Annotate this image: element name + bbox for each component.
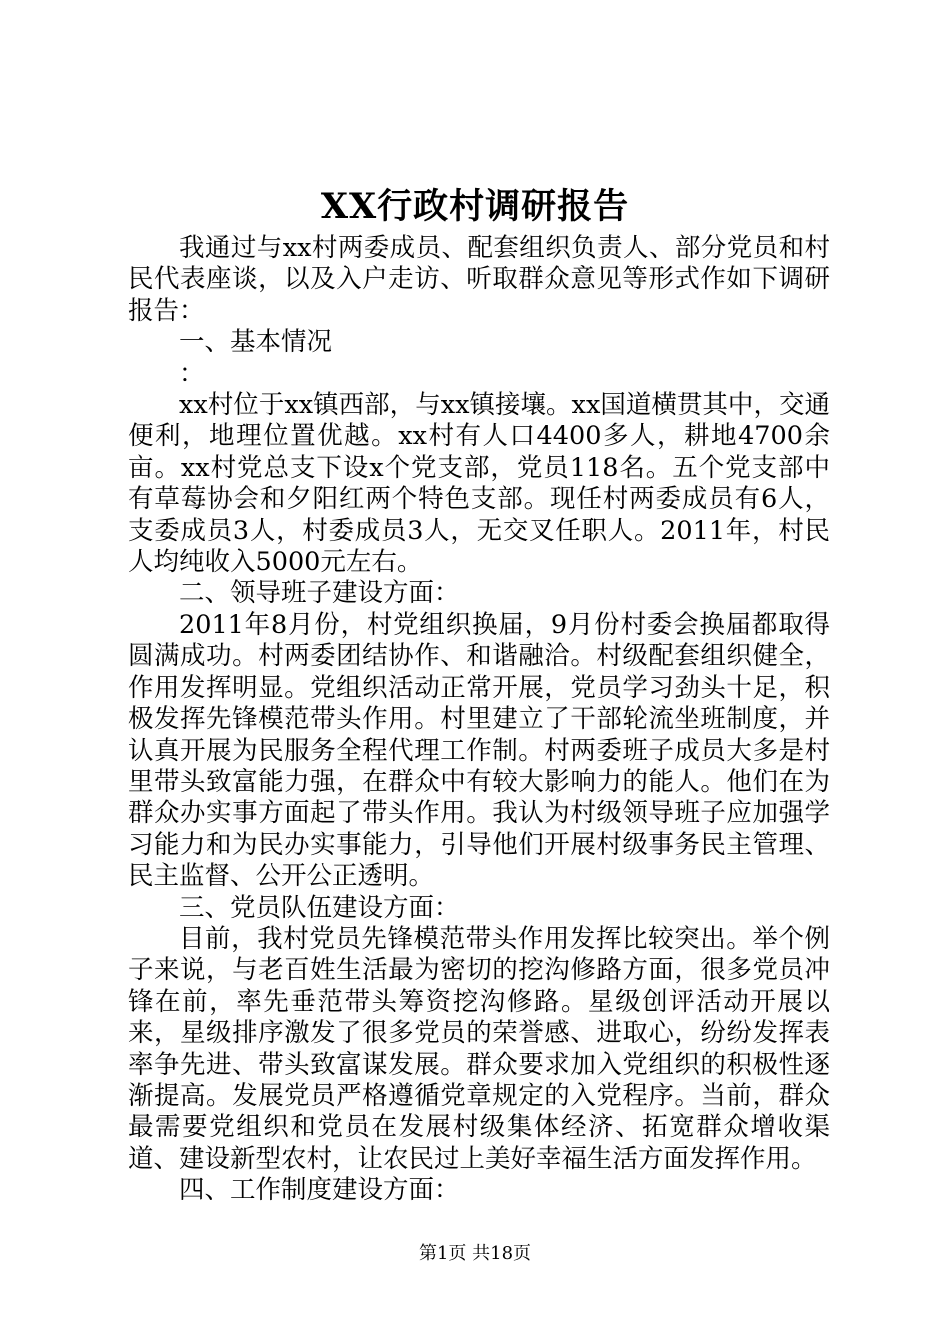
document-body [128, 233, 830, 1207]
section-heading-work-system: 四、工作制度建设方面： [179, 1175, 460, 1206]
section-heading-leadership: 二、领导班子建设方面： [179, 578, 460, 609]
intro-paragraph: 我通过与xx村两委成员、配套组织负责人、部分党员和村民代表座谈，以及入户走访、听取群众意见等形式作如下调研报告： [128, 233, 830, 326]
colon-line: ： [179, 358, 205, 389]
page-number-footer: 第1页 共18页 [418, 1243, 532, 1264]
basic-info-paragraph: xx村位于xx镇西部，与xx镇接壤。xx国道横贯其中，交通便利，地理位置优越。xx村有人口4400多人，耕地4700余亩。xx村党总支下设x个党支部，党员118名。五个党支部中有草莓协会和夕阳红两个特色支部。现任村两委成员有6人，支委成员3人，村委成员3人，无交叉任职人。2011年，村民人均纯收入5000元左右。 [128, 390, 830, 578]
section-heading-basic-info: 一、基本情况 [179, 327, 333, 358]
leadership-paragraph: 2011年8月份，村党组织换届，9月份村委会换届都取得圆满成功。村两委团结协作、和谐融洽。村级配套组织健全，作用发挥明显。党组织活动正常开展，党员学习劲头十足，积极发挥先锋模范带头作用。村里建立了干部轮流坐班制度，并认真开展为民服务全程代理工作制。村两委班子成员大多是村里带头致富能力强，在群众中有较大影响力的能人。他们在为群众办实事方面起了带头作用。我认为村级领导班子应加强学习能力和为民办实事能力，引导他们开展村级事务民主管理、民主监督、公开公正透明。 [128, 609, 830, 892]
section-heading-party-members: 三、党员队伍建设方面： [179, 892, 460, 923]
party-members-paragraph: 目前，我村党员先锋模范带头作用发挥比较突出。举个例子来说，与老百姓生活最为密切的挖沟修路方面，很多党员冲锋在前，率先垂范带头筹资挖沟修路。星级创评活动开展以来，星级排序激发了很多党员的荣誉感、进取心，纷纷发挥表率争先进、带头致富谋发展。群众要求加入党组织的积极性逐渐提高。发展党员严格遵循党章规定的入党程序。当前，群众最需要党组织和党员在发展村级集体经济、拓宽群众增收渠道、建设新型农村，让农民过上美好幸福生活方面发挥作用。 [128, 923, 830, 1174]
document-title: XX行政村调研报告 [320, 186, 630, 227]
